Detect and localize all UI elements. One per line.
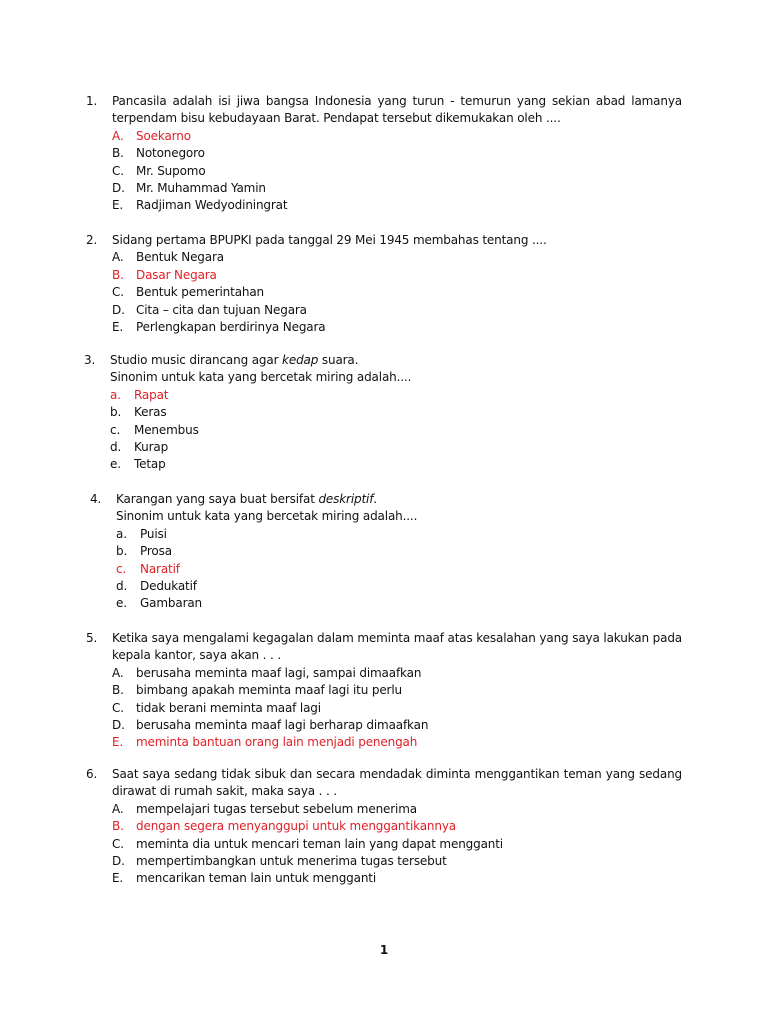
option-text: Soekarno (136, 128, 191, 143)
question-number: 3. (84, 353, 96, 367)
option-b (112, 267, 682, 284)
option-b (112, 818, 682, 835)
option-a (116, 526, 686, 543)
option-d (112, 180, 682, 197)
page-number: 1 (379, 943, 389, 957)
option-text: meminta dia untuk mencari teman lain yang dapat mengganti (136, 836, 503, 851)
question-number: 4. (90, 492, 102, 506)
option-c (110, 422, 680, 439)
option-text: Dasar Negara (136, 267, 217, 282)
question-stem-row (84, 352, 680, 387)
options-list (110, 387, 680, 474)
option-text: Cita – cita dan tujuan Negara (136, 302, 307, 317)
option-text: bimbang apakah meminta maaf lagi itu perlu (136, 683, 402, 698)
option-text: Dedukatif (140, 579, 197, 594)
option-c (112, 163, 682, 180)
option-letter: d. (116, 579, 128, 594)
option-d (112, 302, 682, 319)
option-letter: D. (112, 854, 125, 869)
option-text: tidak berani meminta maaf lagi (136, 700, 321, 715)
option-letter: B. (112, 146, 124, 161)
question-text-start: Karangan yang saya buat bersifat (116, 492, 319, 506)
question-text (110, 352, 680, 387)
option-a (112, 249, 682, 266)
question-text: Sidang pertama BPUPKI pada tanggal 29 Mei 1945 membahas tentang .... (112, 233, 547, 247)
question-line-1 (110, 353, 358, 367)
option-b (112, 682, 682, 699)
option-e (112, 319, 682, 336)
option-c (112, 700, 682, 717)
option-letter: b. (116, 544, 128, 559)
question-text: Ketika saya mengalami kegagalan dalam meminta maaf atas kesalahan yang saya lakukan pada kepala kantor, saya akan . . . (112, 631, 682, 663)
options-list (112, 665, 682, 752)
question-stem-row (86, 232, 682, 249)
question-text: Saat saya sedang tidak sibuk dan secara mendadak diminta menggantikan teman yang sedang dirawat di rumah sakit, maka saya . . . (112, 767, 682, 799)
question-text-end: suara. (318, 353, 359, 367)
option-text: meminta bantuan orang lain menjadi penengah (136, 735, 418, 750)
option-a (112, 665, 682, 682)
question-5 (86, 630, 682, 752)
option-letter: D. (112, 181, 125, 196)
option-text: Keras (134, 405, 167, 420)
option-letter: d. (110, 440, 122, 455)
option-letter: b. (110, 405, 122, 420)
option-letter: A. (112, 128, 124, 143)
option-c (112, 284, 682, 301)
option-text: Rapat (134, 387, 169, 402)
option-text: berusaha meminta maaf lagi, sampai dimaafkan (136, 665, 422, 680)
question-1 (86, 93, 682, 215)
option-letter: a. (116, 526, 127, 541)
option-text: Menembus (134, 422, 199, 437)
question-text-end: . (373, 492, 377, 506)
option-text: Tetap (134, 457, 166, 472)
question-text: Pancasila adalah isi jiwa bangsa Indonesia yang turun - temurun yang sekian abad lamanya terpendam bisu kebudayaan Barat. Pendapat tersebut dikemukakan oleh .... (112, 94, 682, 126)
option-a (112, 801, 682, 818)
option-text: Radjiman Wedyodiningrat (136, 198, 288, 213)
option-e (110, 456, 680, 473)
italic-word: kedap (282, 353, 319, 367)
option-letter: e. (116, 596, 127, 611)
option-letter: C. (112, 700, 124, 715)
option-letter: B. (112, 819, 124, 834)
question-number: 6. (86, 767, 98, 781)
question-line-1 (116, 492, 377, 506)
italic-word: deskriptif (318, 492, 374, 506)
option-text: Gambaran (140, 596, 203, 611)
options-list (112, 128, 682, 215)
option-letter: e. (110, 457, 121, 472)
question-2 (86, 232, 682, 336)
option-letter: E. (112, 198, 124, 213)
question-number: 5. (86, 631, 98, 645)
question-text-start: Studio music dirancang agar (110, 353, 283, 367)
option-e (116, 595, 686, 612)
question-number: 2. (86, 233, 98, 247)
question-line-2: Sinonim untuk kata yang bercetak miring adalah.... (110, 370, 412, 385)
option-letter: A. (112, 665, 124, 680)
option-letter: c. (110, 422, 121, 437)
option-text: berusaha meminta maaf lagi berharap dimaafkan (136, 718, 429, 733)
option-c (112, 836, 682, 853)
option-letter: E. (112, 871, 124, 886)
option-d (112, 853, 682, 870)
option-letter: E. (112, 735, 124, 750)
option-text: Notonegoro (136, 146, 205, 161)
option-text: Mr. Supomo (136, 163, 206, 178)
option-letter: B. (112, 683, 124, 698)
question-stem-row (90, 491, 686, 526)
option-letter: A. (112, 801, 124, 816)
option-text: Kurap (134, 440, 169, 455)
question-stem-row (86, 630, 682, 665)
option-e (112, 870, 682, 887)
option-a (112, 128, 682, 145)
option-letter: C. (112, 163, 124, 178)
option-letter: A. (112, 250, 124, 265)
option-letter: C. (112, 285, 124, 300)
option-text: Mr. Muhammad Yamin (136, 181, 266, 196)
option-e (112, 197, 682, 214)
options-list (116, 526, 686, 613)
option-text: dengan segera menyanggupi untuk menggantikannya (136, 819, 456, 834)
option-d (110, 439, 680, 456)
option-text: mempelajari tugas tersebut sebelum menerima (136, 801, 417, 816)
question-stem-row (86, 766, 682, 801)
option-text: Perlengkapan berdirinya Negara (136, 320, 326, 335)
question-4 (90, 491, 686, 613)
option-e (112, 734, 682, 751)
option-b (116, 543, 686, 560)
option-d (112, 717, 682, 734)
option-a (110, 387, 680, 404)
question-3 (84, 352, 680, 474)
options-list (112, 249, 682, 336)
options-list (112, 801, 682, 888)
option-letter: C. (112, 836, 124, 851)
question-number: 1. (86, 94, 98, 108)
option-b (112, 145, 682, 162)
question-6 (86, 766, 682, 888)
option-letter: E. (112, 320, 124, 335)
option-d (116, 578, 686, 595)
option-letter: D. (112, 718, 125, 733)
question-text (116, 491, 686, 526)
option-text: mempertimbangkan untuk menerima tugas tersebut (136, 854, 447, 869)
option-c (116, 561, 686, 578)
option-letter: c. (116, 561, 127, 576)
option-letter: a. (110, 387, 121, 402)
option-text: Prosa (140, 544, 172, 559)
option-text: mencarikan teman lain untuk mengganti (136, 871, 377, 886)
option-text: Puisi (140, 526, 167, 541)
question-stem-row (86, 93, 682, 128)
option-letter: D. (112, 302, 125, 317)
question-line-2: Sinonim untuk kata yang bercetak miring adalah.... (116, 509, 418, 524)
option-text: Bentuk pemerintahan (136, 285, 265, 300)
option-text: Bentuk Negara (136, 250, 224, 265)
option-text: Naratif (140, 561, 180, 576)
option-b (110, 404, 680, 421)
option-letter: B. (112, 267, 124, 282)
